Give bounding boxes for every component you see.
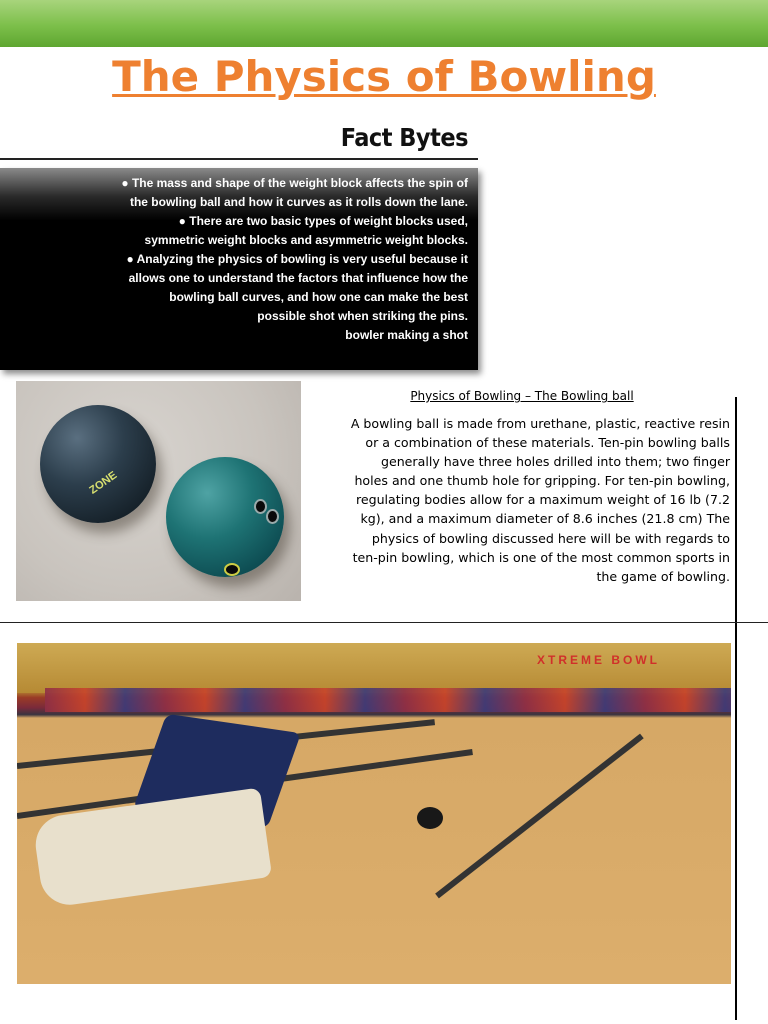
body-line: ten-pin bowling, which is one of the most common sports in: [352, 549, 730, 565]
vertical-divider: [735, 397, 737, 1020]
fact-line: bowler making a shot: [345, 328, 468, 342]
header-bar: [0, 0, 768, 47]
body-line: generally have three holes drilled into them; two finger: [380, 454, 730, 470]
fact-line: bowling ball curves, and how one can make the best: [169, 290, 468, 304]
heading-divider: [0, 158, 478, 160]
lane-gutter: [435, 734, 644, 899]
page-title: The Physics of Bowling: [112, 52, 656, 101]
fact-line: allows one to understand the factors that influence how the: [128, 271, 468, 285]
alley-sign: XTREME BOWL: [537, 653, 660, 667]
fact-line: possible shot when striking the pins.: [257, 309, 468, 323]
section-body: [306, 414, 730, 586]
body-line: holes and one thumb hole for gripping. For ten-pin bowling,: [354, 473, 730, 489]
section-heading: Physics of Bowling – The Bowling ball: [410, 389, 634, 403]
ball-logo: ZONE: [87, 469, 120, 497]
fact-bytes-heading: Fact Bytes: [340, 123, 468, 152]
finger-hole: [266, 509, 279, 524]
body-line: kg), and a maximum diameter of 8.6 inches (21.8 cm) The: [360, 511, 730, 527]
bowling-alley-photo: [17, 643, 731, 984]
fact-line: the bowling ball and how it curves as it rolls down the lane.: [129, 195, 468, 209]
teal-bowling-ball: [166, 457, 284, 577]
fact-line: symmetric weight blocks and asymmetric weight blocks.: [144, 233, 468, 247]
fact-bytes-box: [0, 168, 478, 370]
finger-hole: [254, 499, 267, 514]
fact-bytes-text: [10, 174, 468, 345]
body-line: physics of bowling discussed here will be with regards to: [371, 530, 730, 546]
fact-line: ● The mass and shape of the weight block affects the spin of: [121, 176, 468, 190]
alley-banner: [45, 688, 731, 712]
body-line: the game of bowling.: [596, 568, 730, 584]
alley-wall: [17, 643, 731, 693]
fact-line: ● There are two basic types of weight blocks used,: [178, 214, 468, 228]
fact-line: ● Analyzing the physics of bowling is very useful because it: [126, 252, 468, 266]
body-line: A bowling ball is made from urethane, plastic, reactive resin: [350, 416, 730, 431]
dark-bowling-ball: [40, 405, 156, 523]
body-line: or a combination of these materials. Ten-pin bowling balls: [365, 435, 730, 451]
rolling-ball: [417, 807, 443, 829]
thumb-hole: [224, 563, 240, 576]
horizontal-divider: [0, 622, 768, 623]
body-line: regulating bodies allow for a maximum weight of 16 lb (7.2: [355, 492, 730, 508]
bowling-balls-photo: [16, 381, 301, 601]
